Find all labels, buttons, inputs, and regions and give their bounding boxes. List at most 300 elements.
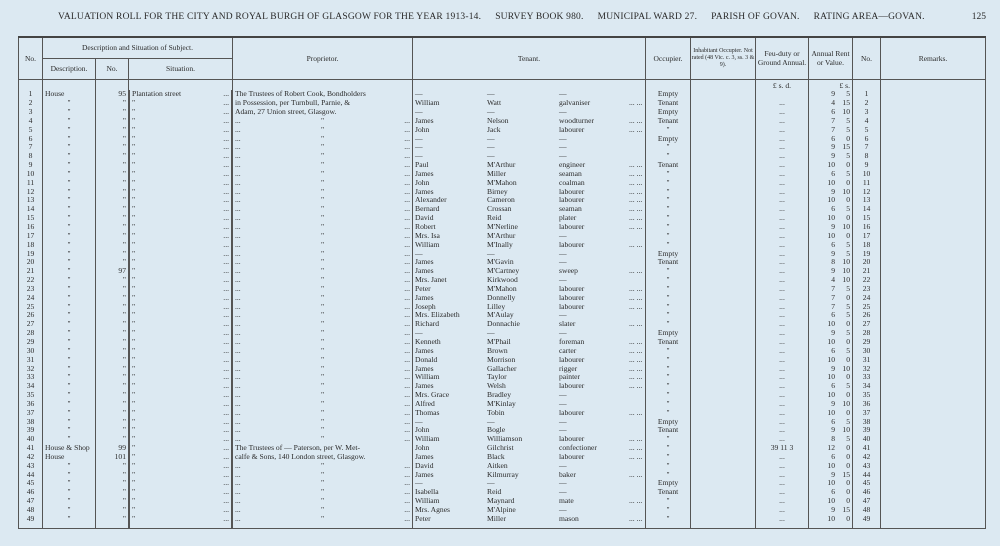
street-number-ditto: " [96, 170, 129, 179]
description-ditto: " [43, 188, 96, 197]
rent-shillings: 0 [846, 452, 850, 461]
row-number-right: 7 [853, 143, 881, 152]
rent-pounds: 8 [831, 258, 835, 267]
dots: ... ... [629, 223, 643, 231]
row-number-right: 19 [853, 250, 881, 259]
dots: ... [404, 426, 410, 435]
street-number-ditto: " [96, 418, 129, 427]
tenant [413, 117, 646, 126]
annual-rent [809, 462, 853, 471]
tenant-occupation: mason [559, 514, 579, 524]
proprietor-ditto [233, 311, 413, 320]
situation [129, 276, 232, 285]
inhabitant-occupier [691, 152, 756, 161]
dots: ... ... [629, 497, 643, 506]
occupier-status: " [646, 347, 691, 356]
street-number: 99 [96, 444, 129, 453]
inhabitant-occupier [691, 303, 756, 312]
row-number-right: 2 [853, 99, 881, 108]
ditto: " [320, 514, 325, 524]
tenant [413, 276, 646, 285]
annual-rent [809, 223, 853, 232]
tenant-first-name: Mrs. Janet [415, 276, 447, 285]
row-number-right: 15 [853, 214, 881, 223]
tenant-surname: Jack [487, 125, 501, 134]
dots: ... [235, 152, 241, 161]
proprietor-ditto [233, 179, 413, 188]
situation-ditto: " [132, 143, 136, 152]
tenant [413, 232, 646, 241]
feu-duty: ... [756, 258, 809, 267]
tenant-surname: — [487, 417, 495, 426]
dots: ... [235, 196, 241, 205]
annual-rent [809, 329, 853, 338]
occupier-status: Tenant [646, 488, 691, 497]
rent-pounds: 10 [827, 161, 835, 170]
dots: ... ... [629, 302, 643, 311]
situation [129, 365, 232, 374]
row-number-right: 33 [853, 373, 881, 382]
dots: ... [235, 302, 241, 311]
inhabitant-occupier [691, 479, 756, 488]
dots: ... [404, 311, 410, 320]
tenant [413, 108, 646, 117]
tenant-surname: — [487, 329, 495, 338]
tenant-surname: Reid [487, 488, 502, 497]
occupier-status: " [646, 382, 691, 391]
dots: ... [223, 311, 229, 320]
description-ditto: " [43, 409, 96, 418]
ditto: " [320, 258, 325, 267]
tenant-first-name: James [415, 258, 434, 267]
tenant-surname: Crossan [487, 205, 512, 214]
street-number: 101 [96, 453, 129, 462]
row-number: 16 [19, 223, 43, 232]
tenant [413, 303, 646, 312]
feu-duty: ... [756, 232, 809, 241]
dots: ... [223, 99, 229, 108]
remarks [881, 356, 986, 365]
street-number-ditto: " [96, 506, 129, 515]
annual-rent [809, 294, 853, 303]
tenant-occupation: — [559, 143, 567, 152]
ditto: " [320, 267, 325, 276]
annual-rent [809, 179, 853, 188]
rent-pounds: 10 [827, 408, 835, 417]
tenant-surname: Miller [487, 514, 506, 524]
situation [129, 170, 232, 179]
tenant-surname: Aitken [487, 461, 508, 470]
feu-duty: ... [756, 311, 809, 320]
street-number-ditto: " [96, 214, 129, 223]
proprietor-ditto [233, 294, 413, 303]
tenant-first-name: Kenneth [415, 337, 441, 346]
feu-duty: ... [756, 347, 809, 356]
description: House [43, 453, 96, 462]
description-ditto: " [43, 232, 96, 241]
tenant-surname: M'Kinlay [487, 399, 516, 408]
feu-duty: ... [756, 179, 809, 188]
row-number-right: 39 [853, 426, 881, 435]
description-ditto: " [43, 117, 96, 126]
situation [129, 462, 232, 471]
annual-rent [809, 400, 853, 409]
dots: ... [404, 382, 410, 391]
description-ditto: " [43, 391, 96, 400]
situation-ditto: " [132, 161, 136, 170]
proprietor-ditto [233, 426, 413, 435]
occupier-status: " [646, 267, 691, 276]
feu-duty: ... [756, 382, 809, 391]
tenant-first-name: Mrs. Grace [415, 391, 450, 400]
feu-duty: ... [756, 515, 809, 529]
tenant-first-name: — [415, 479, 423, 488]
situation [129, 391, 232, 400]
ditto: " [320, 302, 325, 311]
remarks [881, 400, 986, 409]
situation [129, 126, 232, 135]
row-number-right: 25 [853, 303, 881, 312]
tenant [413, 453, 646, 462]
feu-duty [756, 90, 809, 99]
rent-pounds: 6 [831, 108, 835, 117]
dots: ... [223, 320, 229, 329]
dots: ... [404, 223, 410, 231]
tenant-surname: Watt [487, 99, 502, 108]
rent-shillings: 15 [842, 143, 850, 152]
dots: ... ... [629, 178, 643, 187]
row-number: 4 [19, 117, 43, 126]
tenant-first-name: Thomas [415, 408, 440, 417]
dots: ... [223, 302, 229, 311]
description-ditto: " [43, 426, 96, 435]
col-proprietor: Proprietor. [233, 37, 413, 79]
proprietor-ditto [233, 188, 413, 197]
dots: ... ... [629, 293, 643, 302]
proprietor-ditto [233, 161, 413, 170]
row-number: 19 [19, 250, 43, 259]
table-row [19, 108, 986, 117]
inhabitant-occupier [691, 338, 756, 347]
tenant-occupation: labourer [559, 435, 585, 444]
description-ditto: " [43, 347, 96, 356]
inhabitant-occupier [691, 497, 756, 506]
annual-rent [809, 444, 853, 453]
proprietor-ditto [233, 418, 413, 427]
row-number: 33 [19, 373, 43, 382]
situation-ditto: " [132, 196, 136, 205]
remarks [881, 152, 986, 161]
ditto: " [320, 161, 325, 170]
feu-duty: ... [756, 135, 809, 144]
remarks [881, 170, 986, 179]
row-number: 48 [19, 506, 43, 515]
rent-shillings: 5 [846, 302, 850, 311]
dots: ... [223, 178, 229, 187]
table-row [19, 418, 986, 427]
dots: ... [404, 134, 410, 143]
table-row [19, 311, 986, 320]
dots: ... [235, 417, 241, 426]
tenant-first-name: Alfred [415, 399, 435, 408]
rent-pounds: 4 [831, 99, 835, 108]
tenant-occupation: — [559, 249, 567, 258]
dots: ... [223, 417, 229, 426]
situation [129, 347, 232, 356]
rent-pounds: 10 [827, 497, 835, 506]
description-ditto: " [43, 320, 96, 329]
remarks [881, 214, 986, 223]
inhabitant-occupier [691, 391, 756, 400]
tenant-surname: — [487, 134, 495, 143]
proprietor-ditto [233, 267, 413, 276]
remarks [881, 391, 986, 400]
remarks [881, 143, 986, 152]
tenant [413, 400, 646, 409]
row-number: 13 [19, 196, 43, 205]
occupier-status: " [646, 126, 691, 135]
situation-ditto: " [132, 231, 136, 240]
feu-duty: ... [756, 294, 809, 303]
dots: ... ... [629, 452, 643, 461]
rent-shillings: 15 [842, 470, 850, 479]
row-number-right: 26 [853, 311, 881, 320]
row-number: 30 [19, 347, 43, 356]
description-ditto: " [43, 205, 96, 214]
parish: PARISH OF GOVAN. [711, 12, 800, 22]
street-number-ditto: " [96, 497, 129, 506]
tenant-occupation: baker [559, 470, 576, 479]
situation [129, 515, 232, 529]
proprietor: Adam, 27 Union street, Glasgow. [233, 108, 413, 117]
annual-rent [809, 232, 853, 241]
proprietor-ditto [233, 471, 413, 480]
feu-duty: ... [756, 170, 809, 179]
dots: ... [223, 346, 229, 355]
description-ditto: " [43, 196, 96, 205]
table-row [19, 152, 986, 161]
description-ditto: " [43, 488, 96, 497]
inhabitant-occupier [691, 311, 756, 320]
rent-pounds: 9 [831, 267, 835, 276]
page-number: 125 [971, 12, 986, 22]
proprietor-ditto [233, 232, 413, 241]
tenant-first-name: John [415, 125, 430, 134]
street-number-ditto: " [96, 161, 129, 170]
proprietor-ditto [233, 303, 413, 312]
table-row [19, 258, 986, 267]
feu-duty: ... [756, 365, 809, 374]
feu-duty: ... [756, 303, 809, 312]
dots: ... [235, 231, 241, 240]
tenant-occupation: rigger [559, 364, 578, 373]
situation [129, 214, 232, 223]
tenant [413, 462, 646, 471]
col-description: Description. [43, 58, 96, 79]
feu-duty: ... [756, 453, 809, 462]
tenant-occupation: confectioner [559, 444, 597, 453]
rent-pounds: 9 [831, 329, 835, 338]
tenant-occupation: seaman [559, 205, 582, 214]
dots: ... [223, 223, 229, 231]
street-number-ditto: " [96, 320, 129, 329]
rent-pounds: 7 [831, 116, 835, 125]
row-number-right: 10 [853, 170, 881, 179]
tenant-first-name: James [415, 382, 434, 391]
situation [129, 108, 232, 117]
tenant-surname: M'Mahon [487, 178, 517, 187]
tenant-surname: Lilley [487, 302, 506, 311]
feu-duty: ... [756, 338, 809, 347]
tenant-first-name: William [415, 435, 440, 444]
street-number-ditto: " [96, 488, 129, 497]
row-number-right: 36 [853, 400, 881, 409]
row-number-right: 22 [853, 276, 881, 285]
dots: ... [235, 205, 241, 214]
description-ditto: " [43, 223, 96, 232]
dots: ... [235, 329, 241, 338]
row-number: 41 [19, 444, 43, 453]
feu-duty: ... [756, 276, 809, 285]
dots: ... [404, 267, 410, 276]
tenant [413, 161, 646, 170]
row-number-right: 27 [853, 320, 881, 329]
table-row [19, 497, 986, 506]
proprietor-ditto [233, 497, 413, 506]
tenant [413, 188, 646, 197]
proprietor: The Trustees of Robert Cook, Bondholders [233, 90, 413, 99]
dots: ... [235, 267, 241, 276]
situation-ditto: " [132, 223, 136, 231]
street-number-ditto: " [96, 223, 129, 232]
col-tenant: Tenant. [413, 37, 646, 79]
inhabitant-occupier [691, 241, 756, 250]
table-row [19, 276, 986, 285]
inhabitant-occupier [691, 223, 756, 232]
col-no: No. [19, 37, 43, 79]
table-row [19, 294, 986, 303]
situation-ditto: " [132, 293, 136, 302]
row-number: 34 [19, 382, 43, 391]
dots: ... [235, 223, 241, 231]
dots: ... [235, 470, 241, 479]
proprietor-ditto [233, 356, 413, 365]
situation-ditto: " [132, 426, 136, 435]
tenant-surname: Cameron [487, 196, 515, 205]
rent-shillings: 0 [846, 461, 850, 470]
row-number: 31 [19, 356, 43, 365]
inhabitant-occupier [691, 453, 756, 462]
tenant [413, 196, 646, 205]
valuation-table [18, 36, 986, 529]
rent-pounds: 10 [827, 178, 835, 187]
dots: ... ... [629, 444, 643, 453]
tenant-occupation: — [559, 426, 567, 435]
dots: ... [223, 382, 229, 391]
tenant-first-name: — [415, 152, 423, 161]
rent-shillings: 5 [846, 240, 850, 249]
tenant-first-name: James [415, 187, 434, 196]
proprietor-ditto [233, 241, 413, 250]
annual-rent [809, 471, 853, 480]
ditto: " [320, 169, 325, 178]
tenant-first-name: James [415, 364, 434, 373]
feu-duty: ... [756, 241, 809, 250]
feu-duty: ... [756, 99, 809, 108]
proprietor-ditto [233, 391, 413, 400]
dots: ... [235, 461, 241, 470]
ditto: " [320, 320, 325, 329]
occupier-status: " [646, 143, 691, 152]
dots: ... [235, 240, 241, 249]
tenant [413, 373, 646, 382]
tenant-first-name: John [415, 426, 430, 435]
dots: ... [235, 116, 241, 125]
situation [129, 232, 232, 241]
col-occupier: Occupier. [646, 37, 691, 79]
table-row [19, 135, 986, 144]
inhabitant-occupier [691, 435, 756, 444]
tenant-occupation: — [559, 311, 567, 320]
situation [129, 338, 232, 347]
tenant [413, 179, 646, 188]
rent-pounds: 6 [831, 346, 835, 355]
rent-pounds: 7 [831, 125, 835, 134]
rent-shillings: 5 [846, 152, 850, 161]
situation [129, 223, 232, 232]
ditto: " [320, 497, 325, 506]
street-number-ditto: " [96, 479, 129, 488]
tenant-surname: Birney [487, 187, 508, 196]
feu-duty: ... [756, 391, 809, 400]
rent-pounds: 10 [827, 391, 835, 400]
dots: ... [223, 391, 229, 400]
tenant [413, 267, 646, 276]
description-ditto: " [43, 479, 96, 488]
table-row [19, 400, 986, 409]
annual-rent [809, 285, 853, 294]
tenant-surname: Kilmurray [487, 470, 519, 479]
situation-ditto: " [132, 267, 136, 276]
row-number: 8 [19, 152, 43, 161]
tenant-occupation: labourer [559, 187, 585, 196]
tenant-first-name: Isabella [415, 488, 439, 497]
col-number: No. [96, 58, 129, 79]
rent-shillings: 5 [846, 382, 850, 391]
tenant-first-name: — [415, 90, 423, 99]
situation-ditto: " [132, 337, 136, 346]
table-row [19, 161, 986, 170]
street-number: 95 [96, 90, 129, 99]
feu-duty: ... [756, 214, 809, 223]
rent-pounds: 9 [831, 364, 835, 373]
situation-ditto: " [132, 488, 136, 497]
situation [129, 303, 232, 312]
dots: ... [235, 293, 241, 302]
rent-shillings: 10 [842, 108, 850, 117]
street-number-ditto: " [96, 356, 129, 365]
dots: ... [235, 479, 241, 488]
occupier-status: " [646, 462, 691, 471]
tenant-first-name: Bernard [415, 205, 440, 214]
situation-ditto: " [132, 452, 136, 461]
description-ditto: " [43, 135, 96, 144]
situation-ditto: " [132, 311, 136, 320]
annual-rent [809, 515, 853, 529]
proprietor-ditto [233, 126, 413, 135]
ditto: " [320, 187, 325, 196]
dots: ... [235, 169, 241, 178]
